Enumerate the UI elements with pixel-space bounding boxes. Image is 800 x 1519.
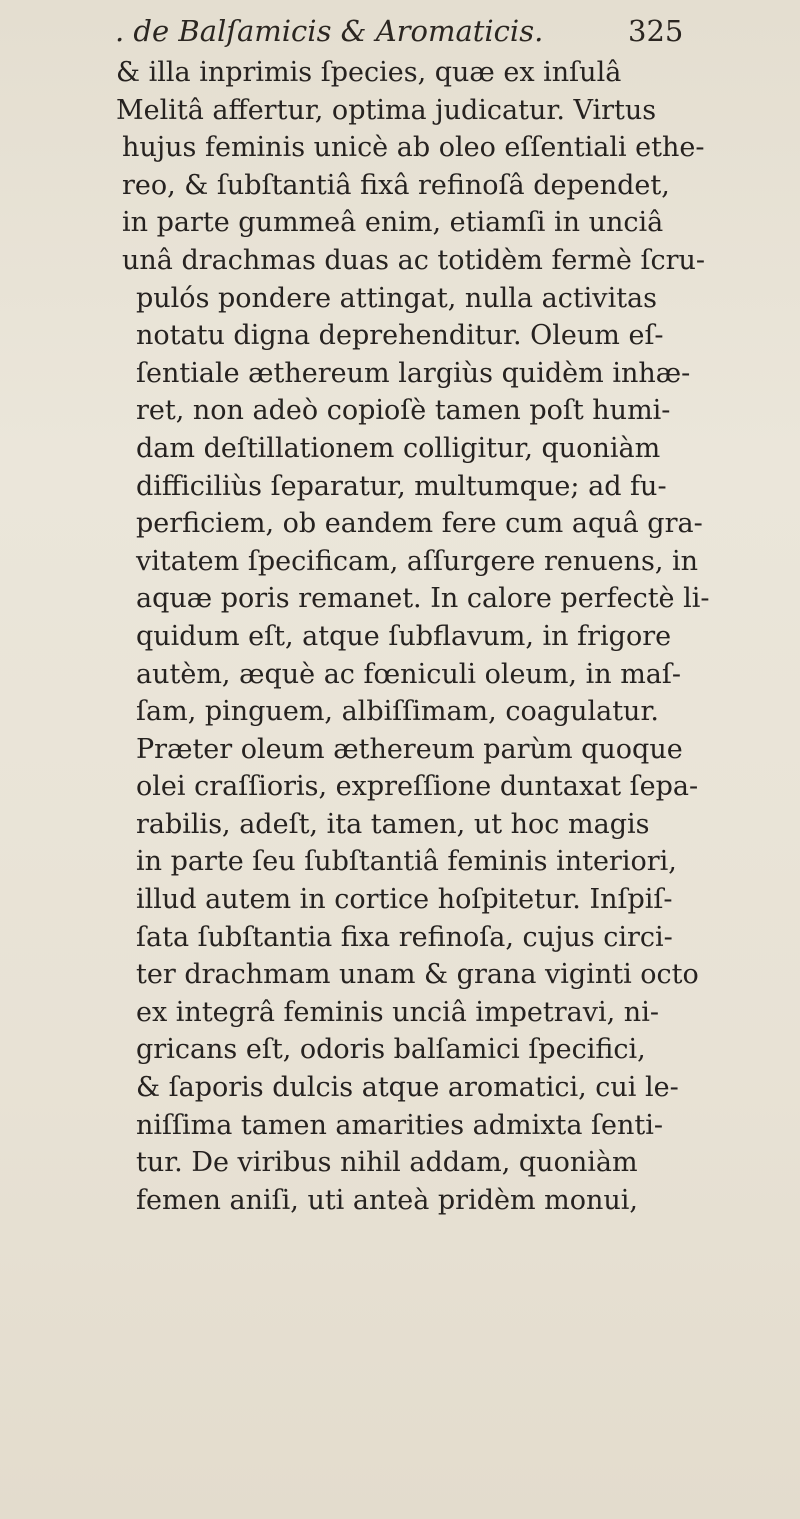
text-line: tur. De viribus nihil addam, quoniàm [136, 1147, 638, 1179]
text-line: olei craſſioris, expreſſione duntaxat ſepa- [136, 771, 699, 803]
text-line: ret, non adeò copioſè tamen poſt humi- [136, 395, 671, 427]
text-line: Præter oleum æthereum parùm quoque [136, 733, 683, 765]
text-line: rabilis, adeſt, ita tamen, ut hoc magis [136, 808, 650, 840]
text-line: Melitâ affertur, optima judicatur. Virtus [116, 94, 657, 126]
text-line: perficiem, ob eandem fere cum aquâ gra- [136, 508, 703, 540]
text-line: in parte gummeâ enim, etiamſi in unciâ [122, 207, 664, 239]
text-line: in parte ſeu ſubſtantiâ feminis interiori, [136, 846, 677, 878]
text-line: autèm, æquè ac fœniculi oleum, in maſ- [136, 658, 682, 690]
text-line: dam deſtillationem colligitur, quoniàm [136, 432, 661, 464]
text-line: ſam, pinguem, albiſſimam, coagulatur. [136, 696, 659, 728]
text-line: reo, & ſubſtantiâ fixâ refinoſâ dependet, [122, 169, 670, 201]
running-title: . de Balſamicis & Aromaticis. [115, 14, 544, 48]
blank-page-area [0, 1140, 800, 1519]
text-line: ex integrâ feminis unciâ impetravi, ni- [136, 996, 659, 1028]
text-line: & ſaporis dulcis atque aromatici, cui le- [136, 1072, 679, 1104]
text-line: niſſima tamen amarities admixta ſenti- [136, 1109, 664, 1141]
text-line: vitatem ſpecificam, aſſurgere renuens, in [136, 545, 699, 577]
body-text [116, 54, 766, 1219]
text-line: gricans eſt, odoris balſamici ſpecifici, [136, 1034, 646, 1066]
text-line: aquæ poris remanet. In calore perfectè li- [136, 583, 710, 615]
text-line: unâ drachmas duas ac totidèm fermè ſcru- [122, 244, 706, 276]
page-number: 325 [628, 14, 684, 48]
text-line: notatu digna deprehenditur. Oleum eſ- [136, 320, 664, 352]
text-line: pulós pondere attingat, nulla activitas [136, 282, 658, 314]
text-line: quidum eſt, atque ſubflavum, in frigore [136, 620, 672, 652]
page-header [70, 14, 770, 54]
text-line: hujus feminis unicè ab oleo eſſentiali ethe- [122, 132, 705, 164]
text-line: difficiliùs ſeparatur, multumque; ad fu- [136, 470, 667, 502]
text-line: ſata ſubſtantia fixa refinoſa, cujus circi- [136, 921, 673, 953]
text-line: illud autem in cortice hoſpitetur. Inſpiſ- [136, 884, 673, 916]
text-line: & illa inprimis ſpecies, quæ ex inſulâ [116, 57, 622, 88]
text-line: femen aniſi, uti anteà pridèm monui, [136, 1184, 639, 1216]
text-line: ter drachmam unam & grana viginti octo [136, 959, 699, 991]
text-line: ſentiale æthereum largiùs quidèm inhæ- [136, 357, 691, 389]
